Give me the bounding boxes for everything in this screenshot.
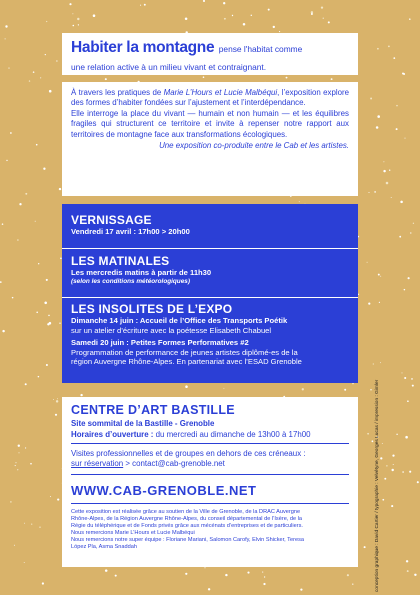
speckle <box>380 457 382 459</box>
speckle <box>144 4 146 6</box>
exhibition-title: Habiter la montagne <box>71 39 215 56</box>
speckle <box>407 570 409 572</box>
speckle <box>6 160 7 161</box>
reservation-label: sur réservation <box>71 459 124 468</box>
intro-p1-end: , l’exposition explore des formes d’habiter fondées sur l’ajustement et l’interdépendance. <box>71 88 350 108</box>
design-credit: conception graphique : David Cartier / typographie : Velvétyne, Georges Lucas / impression : Gimler <box>375 379 380 592</box>
speckle <box>407 400 409 402</box>
speckle <box>391 469 393 471</box>
speckle <box>396 128 398 130</box>
speckle <box>393 464 394 465</box>
speckle <box>72 13 73 14</box>
visits-info: Visites professionnelles et de groupes en dehors de ces créneaux : <box>71 449 306 458</box>
fine-print-line: Nous remercions notre super équipe : Floriane Mariani, Salomon Carofy, Elvin Shicker, Teresa <box>71 536 304 543</box>
speckle <box>2 223 4 225</box>
speckle <box>412 385 414 387</box>
speckle <box>57 398 58 399</box>
speckle <box>263 583 265 585</box>
speckle <box>380 276 381 277</box>
speckle <box>380 362 381 363</box>
speckle <box>300 588 302 590</box>
speckle <box>5 38 6 39</box>
divider <box>71 443 349 444</box>
coproduction-credit: Une exposition co-produite entre le Cab et les artistes. <box>159 141 349 151</box>
speckle <box>29 80 30 81</box>
speckle <box>232 15 233 16</box>
speckle <box>370 98 372 100</box>
speckle <box>30 463 32 465</box>
matinales-line: Les mercredis matins à partir de 11h30 <box>71 268 212 277</box>
speckle <box>302 388 304 390</box>
title-card <box>62 33 358 75</box>
speckle <box>414 574 416 576</box>
insolites-event-2-detail-2: région Auvergne Rhône-Alpes. En partenariat avec l’ESAD Grenoble <box>71 357 302 367</box>
speckle <box>25 447 26 448</box>
vernissage-section <box>71 213 350 237</box>
speckle <box>25 383 27 385</box>
reservation-line <box>71 459 225 469</box>
speckle <box>383 170 385 172</box>
speckle <box>352 383 353 384</box>
speckle <box>321 6 323 8</box>
speckle <box>223 388 224 389</box>
matinales-title: LES MATINALES <box>71 254 170 268</box>
speckle <box>389 170 390 171</box>
speckle <box>251 15 252 16</box>
speckle <box>377 115 380 118</box>
insolites-event-2: Samedi 20 juin : Petites Formes Performatives #2 <box>71 338 249 348</box>
fine-print-line: López Pla, Asma Snaddah <box>71 543 137 550</box>
speckle <box>36 312 38 314</box>
speckle <box>208 588 210 590</box>
speckle <box>264 576 265 577</box>
speckle <box>409 18 411 20</box>
speckle <box>24 562 25 563</box>
speckle <box>388 45 390 47</box>
speckle <box>38 263 39 264</box>
speckle <box>402 73 404 75</box>
info-card <box>62 397 358 567</box>
speckle <box>50 496 51 497</box>
speckle <box>14 545 15 546</box>
vernissage-title: VERNISSAGE <box>71 213 152 227</box>
speckle <box>69 3 71 5</box>
speckle <box>247 572 249 574</box>
insolites-event-2-detail-1: Programmation de performance de jeunes artistes diplômé-es de la <box>71 347 298 357</box>
speckle <box>382 499 384 501</box>
speckle <box>367 262 368 263</box>
speckle <box>404 289 406 291</box>
artist-names: Marie L’Hours et Lucie Malbéqui <box>163 88 278 97</box>
speckle <box>405 436 408 439</box>
speckle <box>46 21 47 22</box>
website-link[interactable]: WWW.CAB-GRENOBLE.NET <box>71 483 257 498</box>
speckle <box>370 389 371 390</box>
speckle <box>44 302 47 305</box>
speckle <box>105 569 108 572</box>
speckle <box>399 236 401 238</box>
speckle <box>367 433 369 435</box>
vernissage-date: Vendredi 17 avril : 17h00 > 20h00 <box>71 227 190 236</box>
speckle <box>386 465 387 466</box>
speckle <box>10 132 12 134</box>
speckle <box>409 471 411 473</box>
hours-value: du mercredi au dimanche de 13h00 à 17h00 <box>155 430 311 439</box>
speckle <box>384 478 386 480</box>
speckle <box>56 60 57 61</box>
subtitle-line1: pense l'habitat comme <box>218 44 303 54</box>
speckle <box>374 191 376 193</box>
speckle <box>115 575 117 577</box>
opening-hours <box>71 430 311 440</box>
speckle <box>204 567 205 568</box>
fine-print-line: Rhône-Alpes, de la Région Auvergne Rhône-Alpes, du conseil départemental de l’Isère, de la <box>71 515 303 522</box>
speckle <box>378 274 380 276</box>
speckle <box>47 323 49 325</box>
speckle <box>347 574 349 576</box>
speckle <box>48 315 50 317</box>
speckle <box>352 583 353 584</box>
speckle <box>344 389 346 391</box>
speckle <box>39 526 40 527</box>
speckle <box>33 71 35 73</box>
speckle <box>43 168 45 170</box>
speckle <box>46 279 48 281</box>
speckle <box>299 201 300 202</box>
speckle <box>400 201 403 204</box>
speckle <box>80 394 82 396</box>
speckle <box>17 469 18 470</box>
hours-label: Horaires d’ouverture : <box>71 430 156 439</box>
venue-address: Site sommital de la Bastille - Grenoble <box>71 419 215 428</box>
speckle <box>408 277 410 279</box>
speckle <box>393 57 395 59</box>
speckle <box>328 21 330 23</box>
intro-p1-start: À travers les pratiques de <box>71 88 164 97</box>
speckle <box>185 385 188 388</box>
intro-paragraph-2: Elle interroge la place du vivant — humain et non humain — et les équilibres fragiles qui structurent ce territoire et invite à repenser notre rapport aux territoires de montagne face aux transformations écologiques. <box>71 108 349 139</box>
insolites-event-1-detail: sur un atelier d’écriture avec la poétesse Elisabeth Chabuel <box>71 325 272 335</box>
speckle <box>411 378 413 380</box>
speckle <box>77 18 79 20</box>
speckle <box>369 192 370 193</box>
speckle <box>56 400 58 402</box>
speckle <box>25 193 27 195</box>
speckle <box>224 18 226 20</box>
speckle <box>273 26 275 28</box>
speckle <box>225 574 227 576</box>
speckle <box>286 77 288 79</box>
speckle <box>57 499 59 501</box>
speckle <box>373 363 374 364</box>
speckle <box>376 126 379 129</box>
speckle <box>185 573 187 575</box>
speckle <box>46 364 48 366</box>
speckle <box>0 281 2 283</box>
speckle <box>53 399 54 400</box>
speckle <box>12 297 14 299</box>
speckle <box>402 471 404 473</box>
speckle <box>396 105 398 107</box>
fine-print-line: Cette exposition est réalisée grâce au soutien de la Ville de Grenoble, de la DRAC Auvergne <box>71 509 301 515</box>
speckle <box>311 13 313 15</box>
speckle <box>417 481 419 483</box>
divider <box>71 474 349 475</box>
speckle <box>45 54 46 55</box>
speckle <box>203 0 205 2</box>
speckle <box>203 76 205 78</box>
intro-paragraph-1 <box>71 88 349 109</box>
speckle <box>396 434 397 435</box>
speckle <box>5 25 7 27</box>
divider <box>62 248 358 249</box>
speckle <box>383 161 384 162</box>
speckle <box>223 2 225 4</box>
speckle <box>40 77 41 78</box>
speckle <box>59 188 61 190</box>
speckle <box>391 505 393 507</box>
speckle <box>185 17 188 20</box>
speckle <box>18 445 20 447</box>
insolites-title: LES INSOLITES DE L’EXPO <box>71 302 233 316</box>
speckle <box>10 501 12 503</box>
speckle <box>323 18 324 19</box>
speckle <box>391 197 392 198</box>
speckle <box>405 138 406 139</box>
speckle <box>38 376 40 378</box>
matinales-note: (selon les conditions météorologiques) <box>71 277 190 285</box>
speckle <box>35 221 36 222</box>
speckle <box>49 90 52 93</box>
matinales-section <box>71 254 350 286</box>
divider <box>62 297 358 298</box>
speckle <box>382 443 383 444</box>
subtitle-line2: une relation active à un milieu vivant et contraignant. <box>71 62 267 72</box>
speckle <box>36 144 38 146</box>
speckle <box>18 452 19 453</box>
speckle <box>410 232 411 233</box>
insolites-section <box>71 302 350 367</box>
intro-card <box>62 82 358 196</box>
speckle <box>42 582 44 584</box>
speckle <box>279 31 280 32</box>
speckle <box>402 372 403 373</box>
speckle <box>2 330 4 332</box>
speckle <box>331 78 333 80</box>
speckle <box>49 323 50 324</box>
fine-print-line: Nous remercions Marie L’Hours et Lucie Malbéqui <box>71 529 195 536</box>
speckle <box>368 303 370 305</box>
venue-title: CENTRE D’ART BASTILLE <box>71 403 235 417</box>
speckle <box>17 239 19 241</box>
speckle <box>15 465 16 466</box>
speckle <box>386 182 389 185</box>
speckle <box>31 523 32 524</box>
speckle <box>78 24 79 25</box>
speckle <box>140 5 141 6</box>
speckle <box>55 414 57 416</box>
program-card <box>62 204 358 383</box>
speckle <box>392 455 394 457</box>
speckle <box>15 462 16 463</box>
insolites-event-1: Dimanche 14 juin : Accueil de l’Office des Transports Poétik <box>71 316 288 325</box>
speckle <box>268 9 270 11</box>
speckle <box>413 223 414 224</box>
speckle <box>404 377 406 379</box>
contact-email[interactable]: > contact@cab-grenoble.net <box>123 459 225 468</box>
speckle <box>406 560 408 562</box>
fine-print-line: Régie du téléphérique et de Fonds privés grâce aux mécénats d’entreprises et de particuliers. <box>71 522 303 529</box>
speckle <box>372 440 374 442</box>
speckle <box>105 78 107 80</box>
speckle <box>24 523 25 524</box>
speckle <box>364 546 366 548</box>
acknowledgements <box>71 509 349 550</box>
speckle <box>19 203 21 205</box>
divider <box>71 503 349 504</box>
speckle <box>243 23 246 26</box>
speckle <box>8 68 9 69</box>
speckle <box>93 14 96 17</box>
speckle <box>377 48 379 50</box>
speckle <box>72 25 74 27</box>
speckle <box>262 572 263 573</box>
speckle <box>59 323 60 324</box>
